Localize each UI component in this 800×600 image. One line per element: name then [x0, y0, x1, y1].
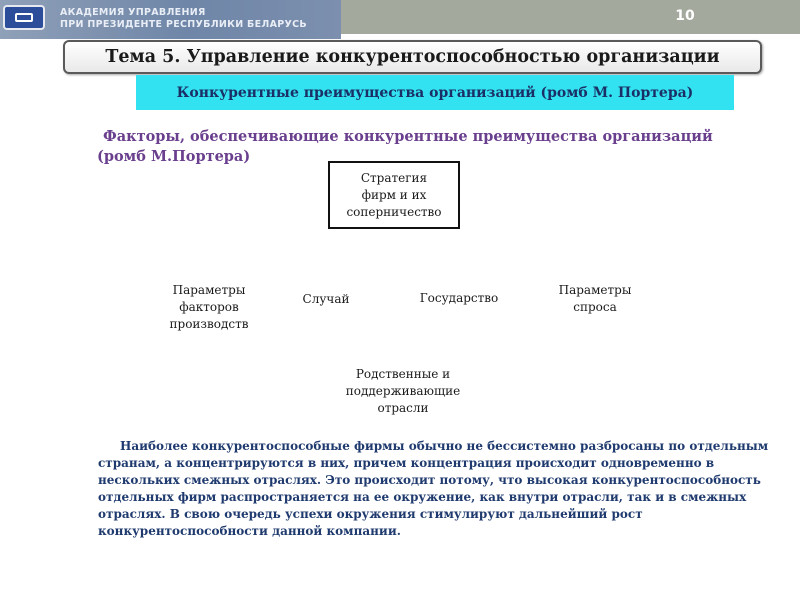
paragraph-line: нескольких смежных отраслях. Это происходит потому, что высокая конкурентоспособность: [98, 473, 761, 487]
academy-logo-icon: [3, 5, 45, 30]
paragraph-line: странам, а концентрируются в них, причем концентрация происходит одновременно в: [98, 456, 715, 470]
logo-emblem: [15, 13, 33, 22]
description-paragraph: [98, 438, 768, 540]
institution-banner: [0, 0, 341, 39]
strategy-label-line: фирм и их: [361, 187, 427, 202]
factors-label-line: производств: [169, 317, 249, 331]
factors-label-line: Параметры: [172, 283, 246, 297]
slide-subtitle: Конкурентные преимущества организаций (ромб М. Портера): [176, 84, 694, 101]
paragraph-line: Наиболее конкурентоспособные фирмы обычно не бессистемно разбросаны по отдельным: [120, 439, 769, 453]
government-label: Государство: [419, 291, 499, 305]
factors-node: [150, 282, 268, 333]
paragraph-line: отдельных фирм распространяется на ее окружение, как внутри отрасли, так и в смежных: [98, 490, 747, 504]
related-label-line: Родственные и: [355, 367, 451, 381]
chance-node: [290, 291, 362, 308]
slide-title: Тема 5. Управление конкурентоспособностью организации: [105, 47, 720, 67]
strategy-label-line: соперничество: [346, 204, 442, 219]
title-box: [63, 40, 762, 74]
slide-number: 10: [675, 8, 695, 24]
subtitle-box: [136, 75, 734, 110]
demand-label-line: спроса: [573, 300, 617, 314]
related-label-line: отрасли: [377, 401, 429, 415]
chance-label: Случай: [302, 292, 350, 306]
factors-label-line: факторов: [179, 300, 239, 314]
government-node: [402, 290, 516, 307]
demand-node: [540, 282, 650, 316]
institution-name-line2: ПРИ ПРЕЗИДЕНТЕ РЕСПУБЛИКИ БЕЛАРУСЬ: [60, 19, 307, 30]
strategy-label-line: Стратегия: [360, 170, 428, 185]
related-industries-node: [330, 366, 476, 417]
section-heading-line1: Факторы, обеспечивающие конкурентные преимущества организаций: [103, 128, 713, 145]
related-label-line: поддерживающие: [345, 384, 461, 398]
section-heading-line2: (ромб М.Портера): [97, 148, 251, 165]
demand-label-line: Параметры: [558, 283, 632, 297]
strategy-box: [328, 161, 460, 229]
strategy-label: [346, 170, 441, 221]
paragraph-line: отраслях. В свою очередь успехи окружения стимулируют дальнейший рост: [98, 507, 643, 521]
institution-name-line1: АКАДЕМИЯ УПРАВЛЕНИЯ: [60, 7, 206, 18]
paragraph-line: конкурентоспособности данной компании.: [98, 524, 401, 538]
